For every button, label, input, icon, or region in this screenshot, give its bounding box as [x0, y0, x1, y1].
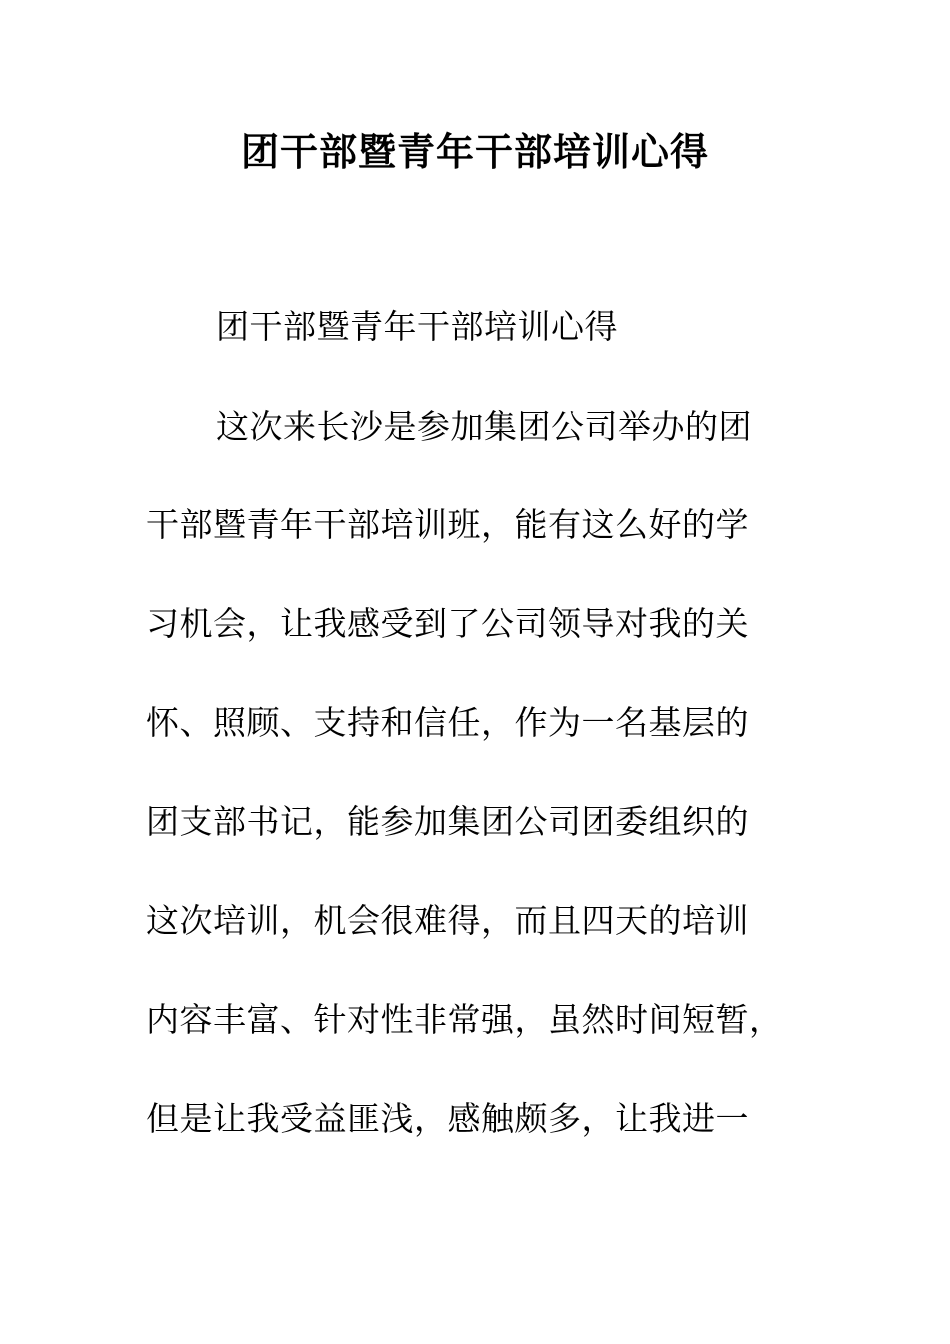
paragraph-line: 怀、照顾、支持和信任，作为一名基层的 — [146, 703, 749, 742]
paragraph-line: 这次来长沙是参加集团公司举办的团 — [216, 407, 752, 446]
paragraph-line: 但是让我受益匪浅，感触颇多，让我进一 — [146, 1099, 749, 1138]
paragraph-line: 内容丰富、针对性非常强，虽然时间短暂， — [146, 1000, 783, 1039]
document-subtitle: 团干部暨青年干部培训心得 — [216, 307, 618, 346]
paragraph-line: 习机会，让我感受到了公司领导对我的关 — [146, 604, 749, 643]
paragraph-line: 团支部书记，能参加集团公司团委组织的 — [146, 802, 749, 841]
paragraph-line: 干部暨青年干部培训班，能有这么好的学 — [146, 505, 749, 544]
paragraph-line: 这次培训，机会很难得，而且四天的培训 — [146, 901, 749, 940]
document-title: 团干部暨青年干部培训心得 — [240, 129, 709, 174]
